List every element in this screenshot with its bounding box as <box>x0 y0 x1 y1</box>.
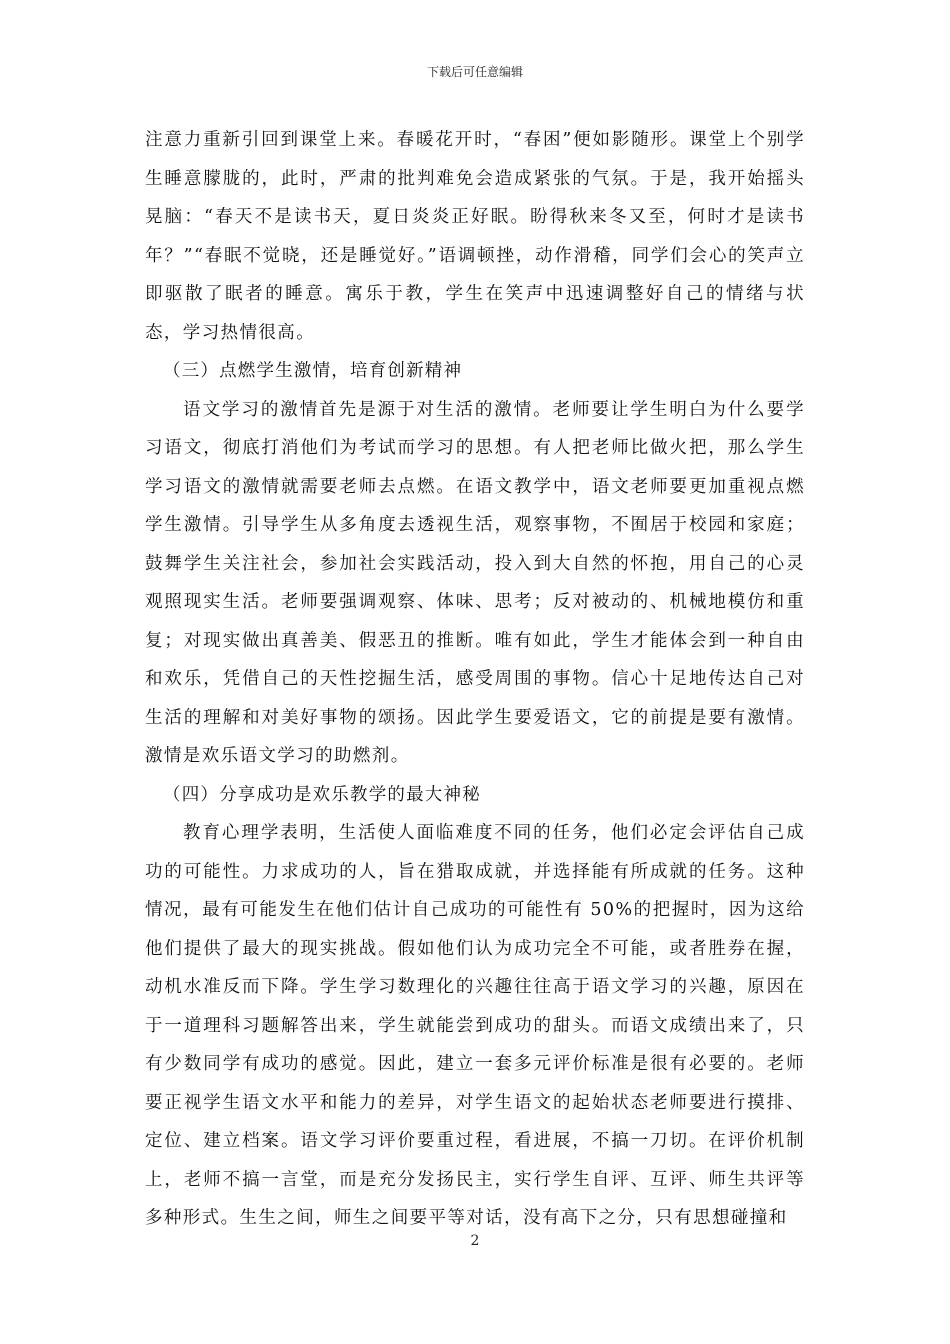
document-body <box>145 121 805 1238</box>
paragraph-success: 教育心理学表明，生活使人面临难度不同的任务，他们必定会评估自己成功的可能性。力求成功的人，旨在猎取成就，并选择能有所成就的任务。这种情况，最有可能发生在他们估计自己成功的可能性有 50%的把握时，因为这给他们提供了最大的现实挑战。假如他们认为成功完全不可能，或者胜券在握，动机水准反而下降。学生学习数理化的兴趣往往高于语文学习的兴趣，原因在于一道理科习题解答出来，学生就能尝到成功的甜头。而语文成绩出来了，只有少数同学有成功的感觉。因此，建立一套多元评价标准是很有必要的。老师要正视学生语文水平和能力的差异，对学生语文的起始状态老师要进行摸排、定位、建立档案。语文学习评价要重过程，看进展，不搞一刀切。在评价机制上，老师不搞一言堂，而是充分发扬民主，实行学生自评、互评、师生共评等多种形式。生生之间，师生之间要平等对话，没有高下之分，只有思想碰撞和 <box>145 823 805 1228</box>
paragraph-continuation: 注意力重新引回到课堂上来。春暖花开时，“春困”便如影随形。课堂上个别学生睡意朦胧的，此时，严肃的批判难免会造成紧张的气氛。于是，我开始摇头晃脑：“春天不是读书天，夏日炎炎正好眠。盼得秋来冬又至，何时才是读书年？”“春眠不觉晓，还是睡觉好。”语调顿挫，动作滑稽，同学们会心的笑声立即驱散了眠者的睡意。寓乐于教，学生在笑声中迅速调整好自己的情绪与状态，学习热情很高。 <box>145 130 805 343</box>
page-number: 2 <box>470 1233 480 1249</box>
section-heading-3: （三）点燃学生激情，培育创新精神 <box>163 361 463 381</box>
page-header: 下载后可任意编辑 <box>426 65 523 79</box>
section-heading-4: （四）分享成功是欢乐教学的最大神秘 <box>163 784 481 805</box>
paragraph-passion: 语文学习的激情首先是源于对生活的激情。老师要让学生明白为什么要学习语文，彻底打消他们为考试而学习的思想。有人把老师比做火把，那么学生学习语文的激情就需要老师去点燃。在语文教学中，语文老师要更加重视点燃学生激情。引导学生从多角度去透视生活，观察事物，不囿居于校园和家庭；鼓舞学生关注社会，参加社会实践活动，投入到大自然的怀抱，用自己的心灵观照现实生活。老师要强调观察、体味、思考；反对被动的、机械地模仿和重复；对现实做出真善美、假恶丑的推断。唯有如此，学生才能体会到一种自由和欢乐，凭借自己的天性挖掘生活，感受周围的事物。信心十足地传达自己对生活的理解和对美好事物的颂扬。因此学生要爱语文，它的前提是要有激情。激情是欢乐语文学习的助燃剂。 <box>145 399 805 766</box>
